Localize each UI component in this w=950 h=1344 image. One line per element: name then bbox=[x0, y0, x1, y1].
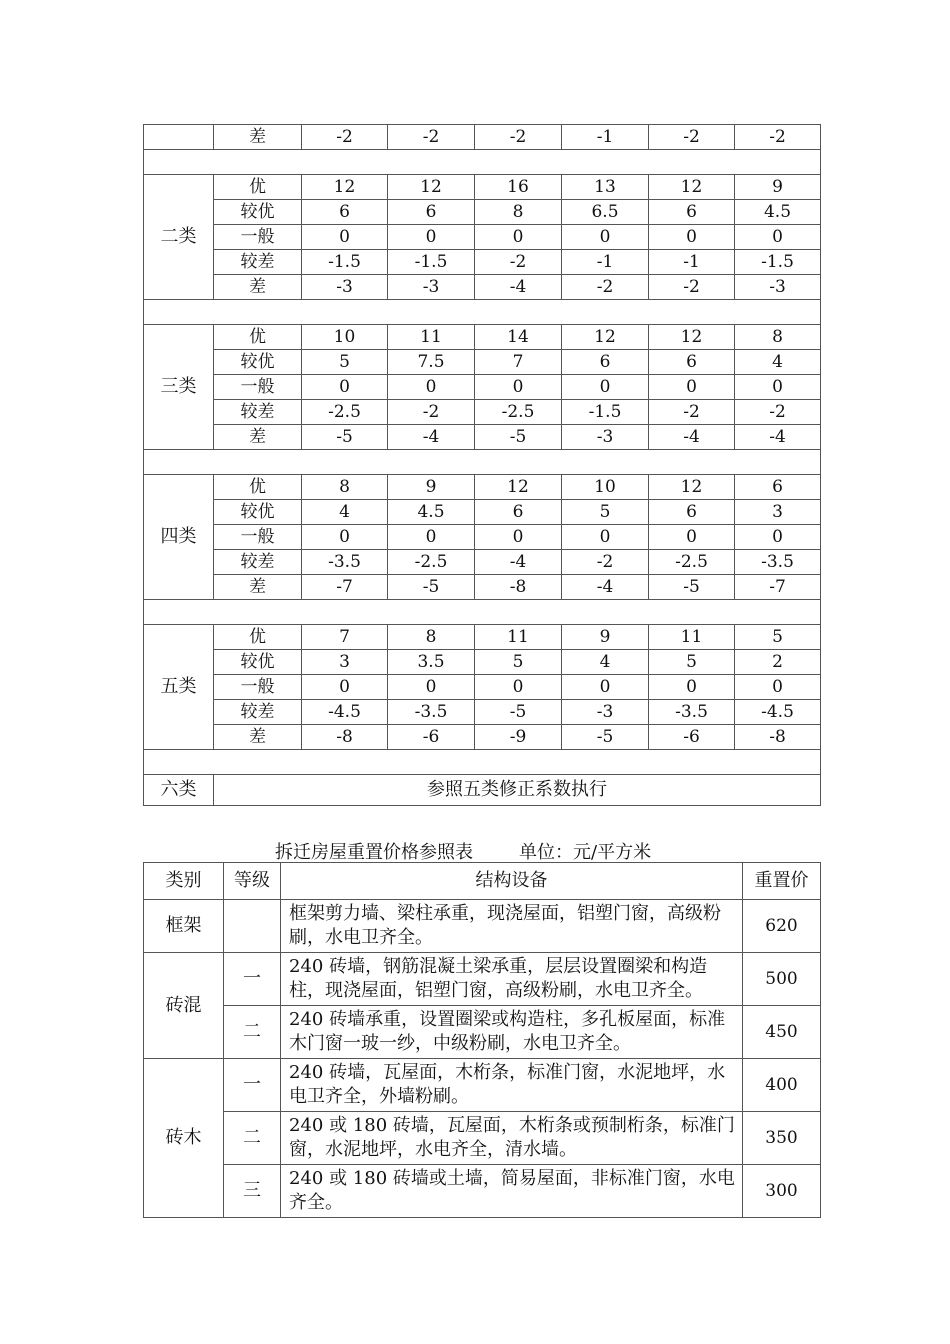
grade-cell: 优 bbox=[214, 625, 302, 650]
spacer-row bbox=[144, 600, 821, 625]
value-cell: 8 bbox=[735, 325, 821, 350]
coef-row bbox=[144, 275, 821, 300]
value-cell: 6 bbox=[735, 475, 821, 500]
value-cell: 0 bbox=[388, 675, 475, 700]
value-cell: -5 bbox=[475, 425, 562, 450]
category-cell: 二类 bbox=[144, 175, 214, 300]
value-cell: 0 bbox=[735, 225, 821, 250]
spacer-row bbox=[144, 300, 821, 325]
grade-cell: 一 bbox=[224, 1059, 281, 1112]
header-price: 重置价 bbox=[743, 863, 821, 900]
value-cell: 9 bbox=[388, 475, 475, 500]
rebuild-price-table bbox=[143, 862, 821, 1218]
coef-row bbox=[144, 375, 821, 400]
price-cell: 400 bbox=[743, 1059, 821, 1112]
value-cell: -5 bbox=[649, 575, 735, 600]
spacer-cell bbox=[144, 300, 821, 325]
value-cell: -2 bbox=[388, 125, 475, 150]
value-cell: -4 bbox=[475, 550, 562, 575]
description-cell: 240 或 180 砖墙或土墙，简易屋面，非标准门窗，水电齐全。 bbox=[281, 1165, 743, 1218]
coef-row bbox=[144, 575, 821, 600]
coef-row bbox=[144, 400, 821, 425]
grade-cell: 较优 bbox=[214, 200, 302, 225]
spacer-row bbox=[144, 150, 821, 175]
value-cell: -3 bbox=[735, 275, 821, 300]
value-cell: -3 bbox=[562, 425, 649, 450]
value-cell: 0 bbox=[735, 375, 821, 400]
coef-row-last bbox=[144, 775, 821, 806]
value-cell: 0 bbox=[562, 375, 649, 400]
value-cell: 12 bbox=[649, 475, 735, 500]
value-cell: 5 bbox=[735, 625, 821, 650]
description-cell: 240 砖墙，瓦屋面，木桁条，标准门窗，水泥地坪，水电卫齐全，外墙粉刷。 bbox=[281, 1059, 743, 1112]
header-category: 类别 bbox=[144, 863, 224, 900]
value-cell: 8 bbox=[302, 475, 388, 500]
coef-row bbox=[144, 250, 821, 275]
caption-unit: 单位：元/平方米 bbox=[519, 842, 652, 863]
value-cell: 0 bbox=[475, 675, 562, 700]
value-cell: 12 bbox=[302, 175, 388, 200]
value-cell: 10 bbox=[562, 475, 649, 500]
grade-cell: 差 bbox=[214, 725, 302, 750]
value-cell: -2 bbox=[388, 400, 475, 425]
value-cell: -8 bbox=[735, 725, 821, 750]
value-cell: 5 bbox=[649, 650, 735, 675]
value-cell: -1.5 bbox=[735, 250, 821, 275]
grade-cell: 一般 bbox=[214, 225, 302, 250]
price-row-brick-wood-1 bbox=[144, 1059, 821, 1112]
value-cell: -1.5 bbox=[562, 400, 649, 425]
grade-cell bbox=[224, 900, 281, 953]
spacer-cell bbox=[144, 150, 821, 175]
grade-cell: 较优 bbox=[214, 650, 302, 675]
grade-cell: 差 bbox=[214, 125, 302, 150]
value-cell: -4 bbox=[562, 575, 649, 600]
value-cell: 12 bbox=[562, 325, 649, 350]
value-cell: 3.5 bbox=[388, 650, 475, 675]
category-cell: 框架 bbox=[144, 900, 224, 953]
value-cell: -3.5 bbox=[388, 700, 475, 725]
grade-cell: 优 bbox=[214, 325, 302, 350]
value-cell: 13 bbox=[562, 175, 649, 200]
value-cell: 0 bbox=[302, 675, 388, 700]
value-cell: 8 bbox=[388, 625, 475, 650]
value-cell: 12 bbox=[388, 175, 475, 200]
value-cell: -5 bbox=[475, 700, 562, 725]
value-cell: 8 bbox=[475, 200, 562, 225]
correction-coefficient-table bbox=[143, 124, 821, 806]
grade-cell: 一般 bbox=[214, 525, 302, 550]
price-cell: 350 bbox=[743, 1112, 821, 1165]
value-cell: -4 bbox=[735, 425, 821, 450]
value-cell: -3.5 bbox=[735, 550, 821, 575]
value-cell: 0 bbox=[649, 225, 735, 250]
value-cell: 6 bbox=[649, 350, 735, 375]
value-cell: 0 bbox=[649, 675, 735, 700]
value-cell: -2 bbox=[475, 125, 562, 150]
value-cell: -5 bbox=[388, 575, 475, 600]
value-cell: -4 bbox=[388, 425, 475, 450]
category-cell: 砖混 bbox=[144, 953, 224, 1059]
grade-cell: 二 bbox=[224, 1112, 281, 1165]
price-header-row bbox=[144, 863, 821, 900]
value-cell: 0 bbox=[735, 525, 821, 550]
value-cell: 6 bbox=[649, 200, 735, 225]
value-cell: 3 bbox=[735, 500, 821, 525]
value-cell: 4.5 bbox=[388, 500, 475, 525]
value-cell: -7 bbox=[302, 575, 388, 600]
coef-row bbox=[144, 325, 821, 350]
coef-row bbox=[144, 525, 821, 550]
spacer-row bbox=[144, 750, 821, 775]
value-cell: -6 bbox=[388, 725, 475, 750]
header-structure: 结构设备 bbox=[281, 863, 743, 900]
category-cell bbox=[144, 125, 214, 150]
value-cell: 9 bbox=[562, 625, 649, 650]
grade-cell: 差 bbox=[214, 575, 302, 600]
value-cell: 5 bbox=[302, 350, 388, 375]
coef-row bbox=[144, 425, 821, 450]
price-row-brick-wood-2 bbox=[144, 1112, 821, 1165]
value-cell: -2 bbox=[735, 125, 821, 150]
value-cell: -3 bbox=[388, 275, 475, 300]
grade-cell: 差 bbox=[214, 275, 302, 300]
value-cell: -5 bbox=[302, 425, 388, 450]
value-cell: 6.5 bbox=[562, 200, 649, 225]
category-cell: 六类 bbox=[144, 775, 214, 806]
value-cell: -6 bbox=[649, 725, 735, 750]
category-cell: 四类 bbox=[144, 475, 214, 600]
value-cell: 11 bbox=[649, 625, 735, 650]
value-cell: -2 bbox=[562, 275, 649, 300]
value-cell: -3.5 bbox=[302, 550, 388, 575]
coef-row bbox=[144, 200, 821, 225]
price-cell: 450 bbox=[743, 1006, 821, 1059]
value-cell: 0 bbox=[388, 525, 475, 550]
value-cell: 0 bbox=[388, 375, 475, 400]
value-cell: 6 bbox=[475, 500, 562, 525]
value-cell: 4.5 bbox=[735, 200, 821, 225]
value-cell: -2 bbox=[302, 125, 388, 150]
value-cell: -1 bbox=[562, 125, 649, 150]
value-cell: -7 bbox=[735, 575, 821, 600]
price-cell: 620 bbox=[743, 900, 821, 953]
price-row-frame bbox=[144, 900, 821, 953]
value-cell: -9 bbox=[475, 725, 562, 750]
category-cell: 三类 bbox=[144, 325, 214, 450]
coef-row bbox=[144, 475, 821, 500]
value-cell: 0 bbox=[735, 675, 821, 700]
grade-cell: 一般 bbox=[214, 675, 302, 700]
grade-cell: 一般 bbox=[214, 375, 302, 400]
coef-row bbox=[144, 650, 821, 675]
grade-cell: 较差 bbox=[214, 250, 302, 275]
grade-cell: 较优 bbox=[214, 350, 302, 375]
spacer-row bbox=[144, 450, 821, 475]
spacer-cell bbox=[144, 600, 821, 625]
value-cell: 12 bbox=[649, 175, 735, 200]
value-cell: 10 bbox=[302, 325, 388, 350]
price-cell: 500 bbox=[743, 953, 821, 1006]
value-cell: -2.5 bbox=[302, 400, 388, 425]
price-row-brick-concrete-2 bbox=[144, 1006, 821, 1059]
description-cell: 框架剪力墙、梁柱承重，现浇屋面，铝塑门窗，高级粉刷，水电卫齐全。 bbox=[281, 900, 743, 953]
value-cell: 0 bbox=[562, 525, 649, 550]
value-cell: 4 bbox=[735, 350, 821, 375]
coef-row bbox=[144, 700, 821, 725]
value-cell: -3.5 bbox=[649, 700, 735, 725]
coef-row bbox=[144, 550, 821, 575]
value-cell: 0 bbox=[562, 225, 649, 250]
coef-row bbox=[144, 225, 821, 250]
coef-row bbox=[144, 500, 821, 525]
description-cell: 240 或 180 砖墙，瓦屋面，木桁条或预制桁条，标准门窗，水泥地坪，水电齐全，清水墙。 bbox=[281, 1112, 743, 1165]
value-cell: 2 bbox=[735, 650, 821, 675]
value-cell: 5 bbox=[475, 650, 562, 675]
price-row-brick-wood-3 bbox=[144, 1165, 821, 1218]
value-cell: -1 bbox=[562, 250, 649, 275]
value-cell: -1.5 bbox=[302, 250, 388, 275]
value-cell: 9 bbox=[735, 175, 821, 200]
price-cell: 300 bbox=[743, 1165, 821, 1218]
price-table-caption bbox=[275, 838, 695, 864]
value-cell: -8 bbox=[302, 725, 388, 750]
value-cell: 0 bbox=[475, 375, 562, 400]
value-cell: -8 bbox=[475, 575, 562, 600]
value-cell: 0 bbox=[302, 525, 388, 550]
coef-row bbox=[144, 625, 821, 650]
value-cell: -1.5 bbox=[388, 250, 475, 275]
value-cell: 4 bbox=[562, 650, 649, 675]
value-cell: -2 bbox=[649, 400, 735, 425]
grade-cell: 优 bbox=[214, 175, 302, 200]
spacer-cell bbox=[144, 450, 821, 475]
coef-row bbox=[144, 675, 821, 700]
value-cell: -4.5 bbox=[302, 700, 388, 725]
header-grade: 等级 bbox=[224, 863, 281, 900]
value-cell: -2 bbox=[562, 550, 649, 575]
value-cell: 7.5 bbox=[388, 350, 475, 375]
value-cell: -2 bbox=[649, 125, 735, 150]
category-cell: 砖木 bbox=[144, 1059, 224, 1218]
value-cell: 0 bbox=[562, 675, 649, 700]
value-cell: 12 bbox=[475, 475, 562, 500]
value-cell: 0 bbox=[475, 225, 562, 250]
description-cell: 240 砖墙承重，设置圈梁或构造柱，多孔板屋面，标准木门窗一玻一纱，中级粉刷，水电卫齐全。 bbox=[281, 1006, 743, 1059]
value-cell: 11 bbox=[475, 625, 562, 650]
value-cell: -5 bbox=[562, 725, 649, 750]
grade-cell: 较优 bbox=[214, 500, 302, 525]
value-cell: 6 bbox=[649, 500, 735, 525]
value-cell: 12 bbox=[649, 325, 735, 350]
value-cell: 0 bbox=[302, 225, 388, 250]
coef-row bbox=[144, 175, 821, 200]
note-cell: 参照五类修正系数执行 bbox=[214, 775, 821, 806]
value-cell: 14 bbox=[475, 325, 562, 350]
value-cell: 6 bbox=[388, 200, 475, 225]
value-cell: 16 bbox=[475, 175, 562, 200]
value-cell: 0 bbox=[302, 375, 388, 400]
grade-cell: 较差 bbox=[214, 700, 302, 725]
grade-cell: 较差 bbox=[214, 550, 302, 575]
value-cell: 5 bbox=[562, 500, 649, 525]
value-cell: 0 bbox=[388, 225, 475, 250]
grade-cell: 二 bbox=[224, 1006, 281, 1059]
value-cell: -4 bbox=[649, 425, 735, 450]
value-cell: -3 bbox=[562, 700, 649, 725]
value-cell: 7 bbox=[302, 625, 388, 650]
description-cell: 240 砖墙，钢筋混凝土梁承重，层层设置圈梁和构造柱，现浇屋面，铝塑门窗，高级粉刷，水电卫齐全。 bbox=[281, 953, 743, 1006]
value-cell: 4 bbox=[302, 500, 388, 525]
spacer-cell bbox=[144, 750, 821, 775]
value-cell: -2 bbox=[735, 400, 821, 425]
value-cell: 11 bbox=[388, 325, 475, 350]
value-cell: 7 bbox=[475, 350, 562, 375]
value-cell: -2 bbox=[475, 250, 562, 275]
value-cell: -2.5 bbox=[388, 550, 475, 575]
value-cell: -2.5 bbox=[475, 400, 562, 425]
value-cell: -3 bbox=[302, 275, 388, 300]
grade-cell: 优 bbox=[214, 475, 302, 500]
grade-cell: 较差 bbox=[214, 400, 302, 425]
value-cell: -4 bbox=[475, 275, 562, 300]
value-cell: 0 bbox=[649, 375, 735, 400]
value-cell: 3 bbox=[302, 650, 388, 675]
value-cell: 6 bbox=[302, 200, 388, 225]
grade-cell: 三 bbox=[224, 1165, 281, 1218]
caption-title: 拆迁房屋重置价格参照表 bbox=[275, 842, 473, 863]
coef-row bbox=[144, 350, 821, 375]
value-cell: 0 bbox=[649, 525, 735, 550]
price-row-brick-concrete-1 bbox=[144, 953, 821, 1006]
grade-cell: 一 bbox=[224, 953, 281, 1006]
value-cell: 0 bbox=[475, 525, 562, 550]
category-cell: 五类 bbox=[144, 625, 214, 750]
coef-row bbox=[144, 125, 821, 150]
value-cell: -2.5 bbox=[649, 550, 735, 575]
value-cell: -1 bbox=[649, 250, 735, 275]
grade-cell: 差 bbox=[214, 425, 302, 450]
coef-row bbox=[144, 725, 821, 750]
value-cell: 6 bbox=[562, 350, 649, 375]
value-cell: -4.5 bbox=[735, 700, 821, 725]
value-cell: -2 bbox=[649, 275, 735, 300]
